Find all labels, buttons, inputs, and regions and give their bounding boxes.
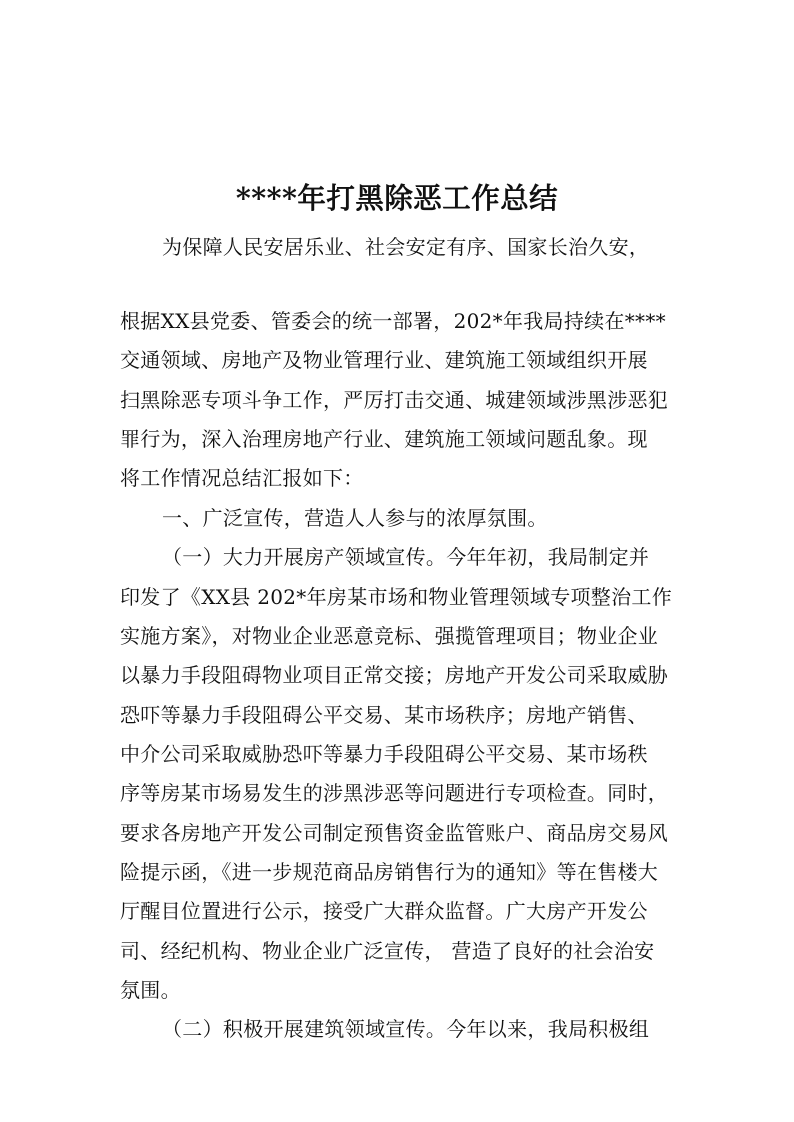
subsection-heading-line: （一）大力开展房产领域宣传。今年年初，我局制定并 [162, 545, 650, 569]
paragraph-line: 司、经纪机构、物业企业广泛宣传， 营造了良好的社会治安 [120, 939, 655, 963]
subsection-heading-line: （二）积极开展建筑领域宣传。今年以来，我局积极组 [162, 1017, 650, 1041]
paragraph-line: 交通领域、房地产及物业管理行业、建筑施工领域组织开展 [120, 348, 648, 372]
paragraph-line: 厅醒目位置进行公示，接受广大群众监督。广大房产开发公 [120, 899, 648, 923]
section-heading: 一、广泛宣传，营造人人参与的浓厚氛围。 [162, 506, 548, 530]
paragraph-line: 以暴力手段阻碍物业项目正常交接；房地产开发公司采取威胁 [120, 663, 669, 687]
paragraph-line: 实施方案》，对物业企业恶意竞标、强揽管理项目；物业企业 [120, 624, 659, 648]
paragraph-line: 恐吓等暴力手段阻碍公平交易、某市场秩序；房地产销售、 [120, 703, 648, 727]
paragraph-line: 罪行为，深入治理房地产行业、建筑施工领域问题乱象。现 [120, 427, 648, 451]
paragraph-line: 根据XX县党委、管委会的统一部署，202*年我局持续在**** [120, 309, 666, 333]
paragraph-line: 中介公司采取威胁恐吓等暴力手段阻碍公平交易、某市场秩 [120, 742, 648, 766]
paragraph-line: 要求各房地产开发公司制定预售资金监管账户、商品房交易风 [120, 821, 669, 845]
paragraph-line: 印发了《XX县 202*年房某市场和物业管理领域专项整治工作 [120, 585, 673, 609]
paragraph-line: 将工作情况总结汇报如下： [120, 466, 364, 490]
paragraph-line: 氛围。 [120, 978, 181, 1002]
paragraph-line: 险提示函，《进一步规范商品房销售行为的通知》等在售楼大 [120, 860, 659, 884]
paragraph-line: 为保障人民安居乐业、社会安定有序、国家长治久安， [162, 235, 650, 259]
paragraph-line: 扫黑除恶专项斗争工作，严厉打击交通、城建领域涉黑涉恶犯 [120, 388, 669, 412]
paragraph-line: 序等房某市场易发生的涉黑涉恶等问题进行专项检查。同时， [120, 781, 669, 805]
document-title: ****年打黑除恶工作总结 [235, 181, 559, 215]
